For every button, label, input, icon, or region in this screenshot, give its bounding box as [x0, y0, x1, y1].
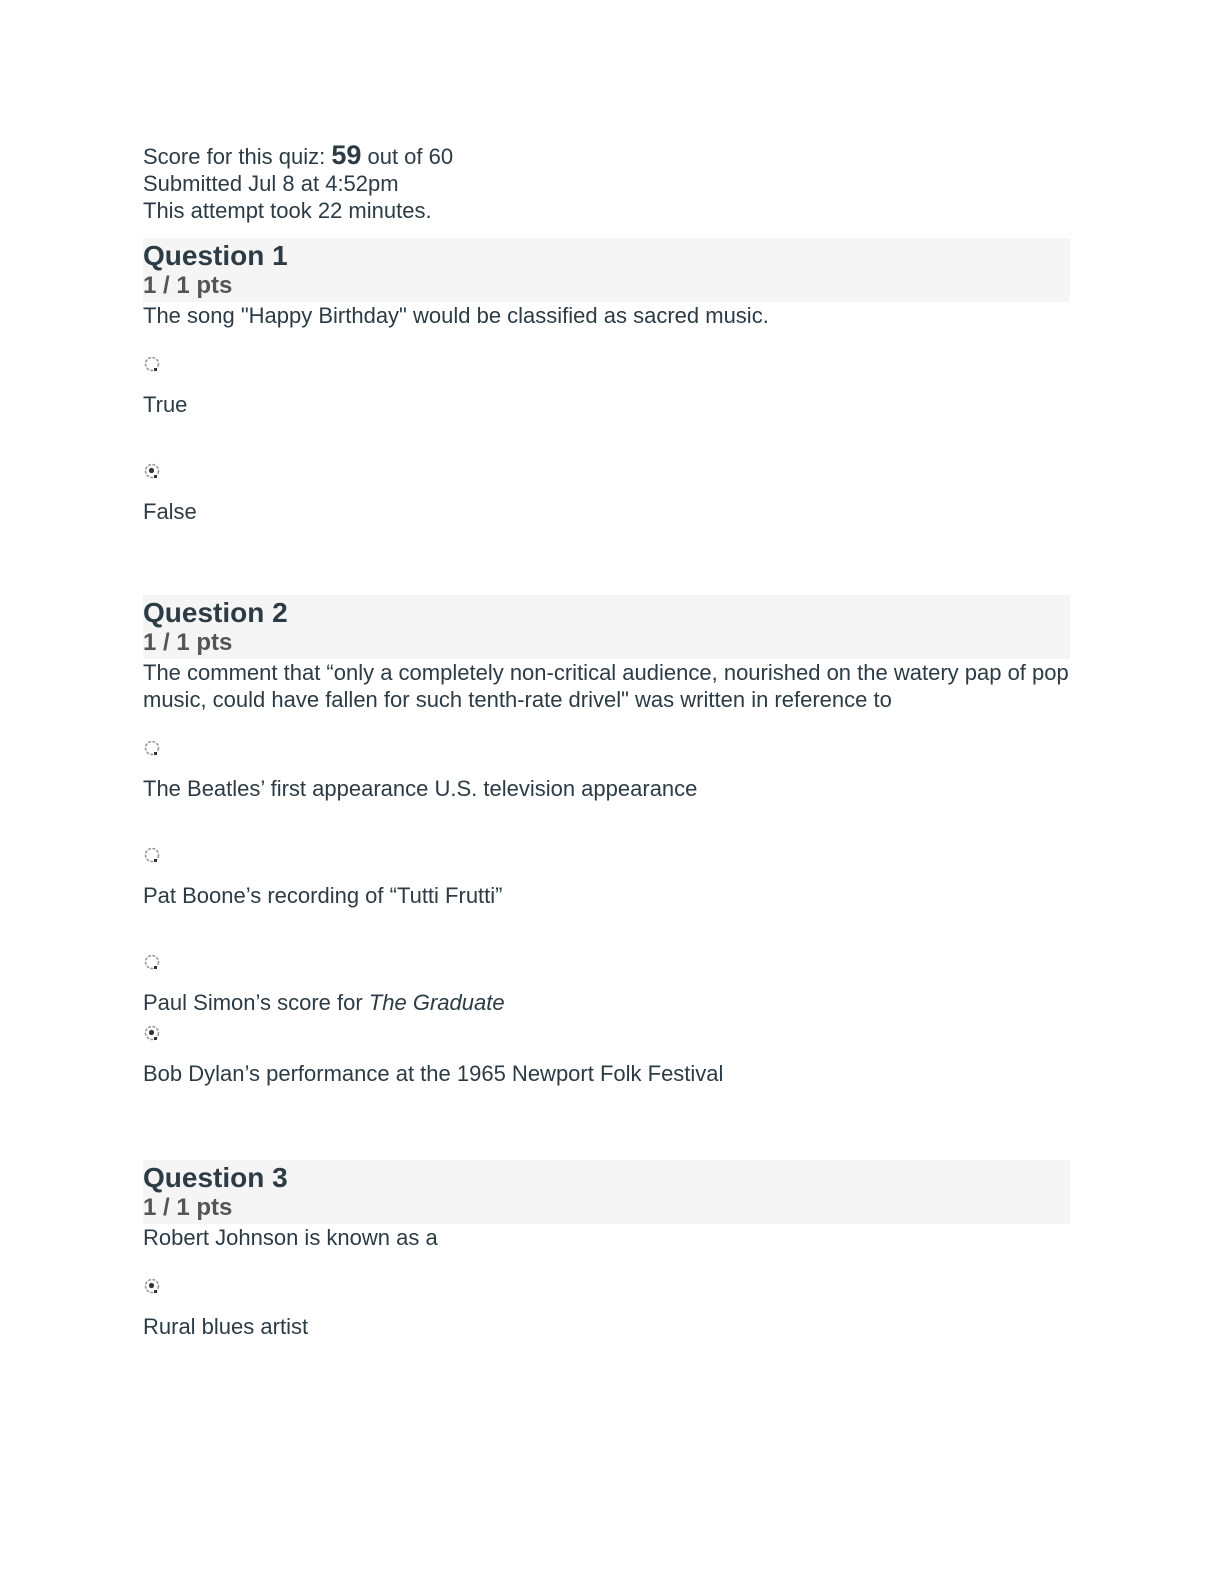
question-header: [143, 238, 1070, 302]
answer-label: True: [143, 392, 188, 417]
quiz-results-page: [143, 142, 1070, 1340]
radio-selected-icon[interactable]: [143, 462, 161, 480]
question-text: The comment that “only a completely non-critical audience, nourished on the watery pap of pop music, could have fallen for such tenth-rate drivel" was written in reference to: [143, 660, 1069, 712]
radio-unselected-icon[interactable]: [143, 846, 161, 864]
answer-label: False: [143, 499, 197, 524]
radio-selected-icon[interactable]: [143, 1024, 161, 1042]
answer-option[interactable]: [143, 739, 1070, 802]
score-prefix: Score for this quiz:: [143, 144, 326, 169]
question-header: [143, 595, 1070, 659]
question-1: [143, 238, 1070, 525]
attempt-duration: This attempt took 22 minutes.: [143, 198, 432, 223]
question-points: 1 / 1 pts: [143, 629, 233, 656]
answer-option[interactable]: [143, 1277, 1070, 1340]
score-line: [143, 142, 1070, 170]
answer-label: [143, 989, 1070, 1016]
answer-option[interactable]: [143, 355, 1070, 418]
question-text: The song "Happy Birthday" would be classified as sacred music.: [143, 303, 769, 328]
answer-option[interactable]: [143, 846, 1070, 909]
question-2: [143, 595, 1070, 1087]
question-text: Robert Johnson is known as a: [143, 1225, 438, 1250]
answer-option[interactable]: [143, 1024, 1070, 1087]
quiz-summary: [143, 142, 1070, 224]
answer-option[interactable]: [143, 462, 1070, 525]
question-title: Question 1: [143, 240, 288, 271]
score-suffix: out of 60: [367, 144, 454, 169]
answer-label: Pat Boone’s recording of “Tutti Frutti”: [143, 883, 503, 908]
radio-unselected-icon[interactable]: [143, 739, 161, 757]
question-points: 1 / 1 pts: [143, 272, 233, 299]
answer-label-text: Paul Simon’s score for: [143, 990, 369, 1015]
question-points: 1 / 1 pts: [143, 1194, 233, 1221]
submitted-time: Submitted Jul 8 at 4:52pm: [143, 171, 399, 196]
radio-unselected-icon[interactable]: [143, 953, 161, 971]
question-title: Question 3: [143, 1162, 288, 1193]
answer-label: Bob Dylan’s performance at the 1965 Newport Folk Festival: [143, 1061, 724, 1086]
answer-label: Rural blues artist: [143, 1314, 309, 1339]
answer-label-title: The Graduate: [368, 990, 505, 1015]
radio-unselected-icon[interactable]: [143, 355, 161, 373]
question-header: [143, 1160, 1070, 1224]
radio-selected-icon[interactable]: [143, 1277, 161, 1295]
answer-option[interactable]: [143, 953, 1070, 1016]
answer-label: The Beatles’ first appearance U.S. television appearance: [143, 776, 698, 801]
question-title: Question 2: [143, 597, 288, 628]
score-value: 59: [331, 140, 362, 170]
question-3: [143, 1160, 1070, 1340]
